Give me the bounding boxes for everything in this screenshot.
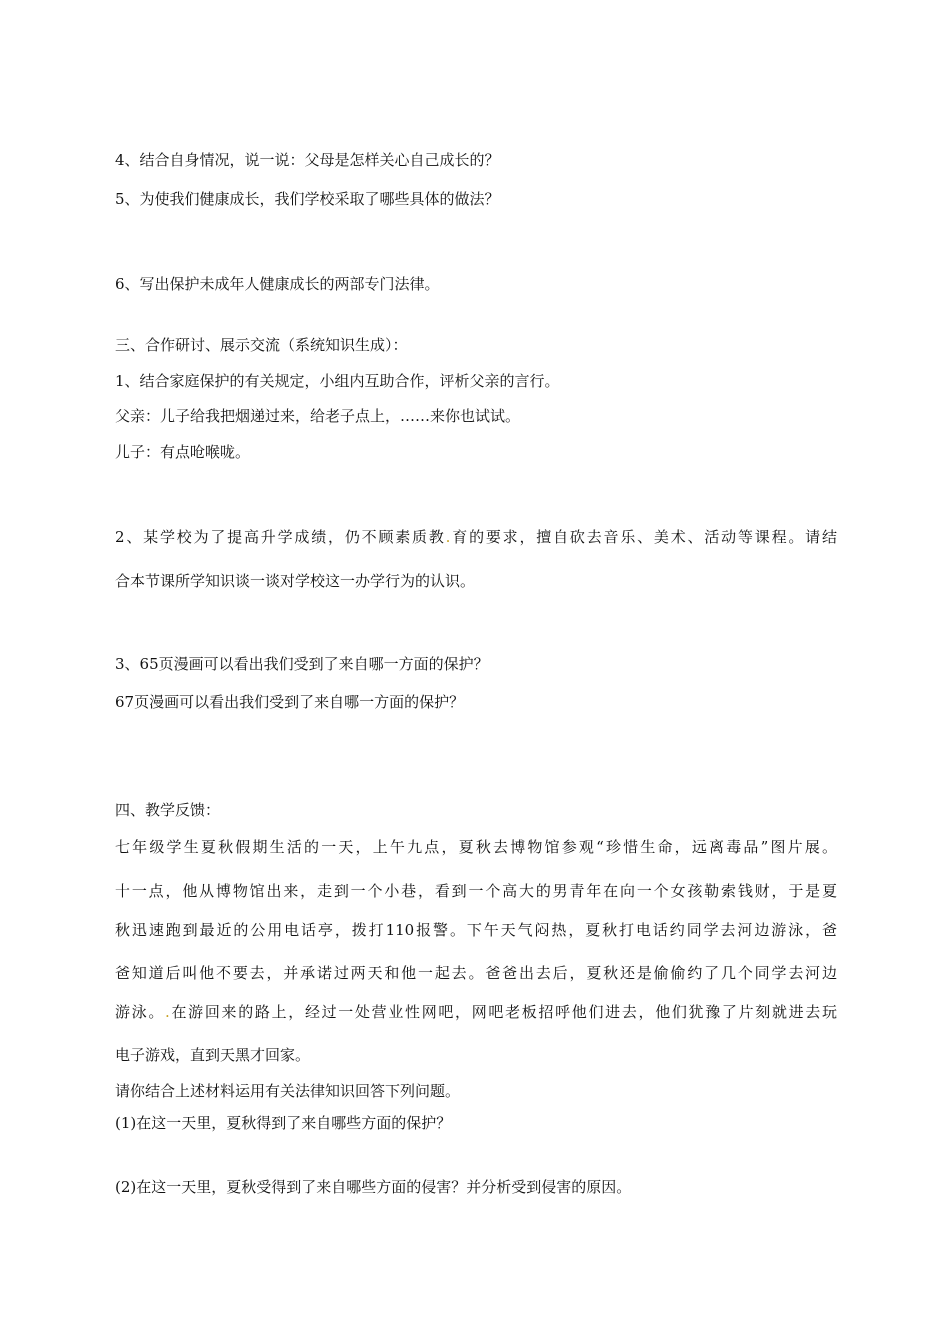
feedback-question-2: (2)在这一天里，夏秋受得到了来自哪些方面的侵害？并分析受到侵害的原因。: [115, 1178, 632, 1196]
feedback-instruction: 请你结合上述材料运用有关法律知识回答下列问题。: [115, 1082, 461, 1100]
feedback-paragraph-line-1: 七年级学生夏秋假期生活的一天，上午九点，夏秋去博物馆参观“珍惜生命，远离毒品”图片展。: [115, 838, 837, 856]
section-3-item-3-line-2: 67页漫画可以看出我们受到了来自哪一方面的保护？: [115, 693, 465, 711]
feedback-question-1: (1)在这一天里，夏秋得到了来自哪些方面的保护？: [115, 1114, 452, 1132]
section-4-heading: 四、教学反馈：: [115, 801, 221, 819]
feedback-paragraph-line-2: 十一点，他从博物馆出来，走到一个小巷，看到一个高大的男青年在向一个女孩勒索钱财，于是夏: [115, 882, 837, 900]
question-5: 5、为使我们健康成长，我们学校采取了哪些具体的做法？: [115, 190, 500, 208]
feedback-paragraph-line-5: [115, 1002, 837, 1022]
feedback-paragraph-line-4: 爸知道后叫他不要去，并承诺过两天和他一起去。爸爸出去后，夏秋还是偷偷约了几个同学去河边: [115, 964, 837, 982]
section-3-item-2-line-1: [115, 527, 837, 547]
item-2-text-a: 2、某学校为了提高升学成绩，仍不顾素质教: [115, 528, 446, 546]
stray-dot: .: [165, 1003, 170, 1021]
section-3-item-1: 1、结合家庭保护的有关规定，小组内互助合作，评析父亲的言行。: [115, 372, 560, 390]
feedback-paragraph-line-3: 秋迅速跑到最近的公用电话亭，拨打110报警。下午天气闷热，夏秋打电话约同学去河边游泳，爸: [115, 921, 837, 939]
section-3-item-3-line-1: 3、65页漫画可以看出我们受到了来自哪一方面的保护？: [115, 655, 489, 673]
item-2-text-b: 育的要求，擅自砍去音乐、美术、活动等课程。请结: [450, 528, 837, 546]
son-dialogue: 儿子：有点呛喉咙。: [115, 443, 251, 461]
stray-dot: .: [445, 528, 451, 546]
father-dialogue: 父亲：儿子给我把烟递过来，给老子点上，……来你也试试。: [115, 407, 521, 425]
question-4: 4、结合自身情况，说一说：父母是怎样关心自己成长的？: [115, 151, 500, 169]
section-3-heading: 三、合作研讨、展示交流（系统知识生成）：: [115, 336, 408, 354]
feedback-paragraph-line-6: 电子游戏，直到天黑才回家。: [115, 1046, 311, 1064]
section-3-item-2-line-2: 合本节课所学知识谈一谈对学校这一办学行为的认识。: [115, 572, 476, 590]
question-6: 6、写出保护未成年人健康成长的两部专门法律。: [115, 275, 440, 293]
line-5-text-a: 游泳。: [115, 1003, 166, 1021]
line-5-text-b: 在游回来的路上，经过一处营业性网吧，网吧老板招呼他们进去，他们犹豫了片刻就进去玩: [169, 1003, 837, 1021]
